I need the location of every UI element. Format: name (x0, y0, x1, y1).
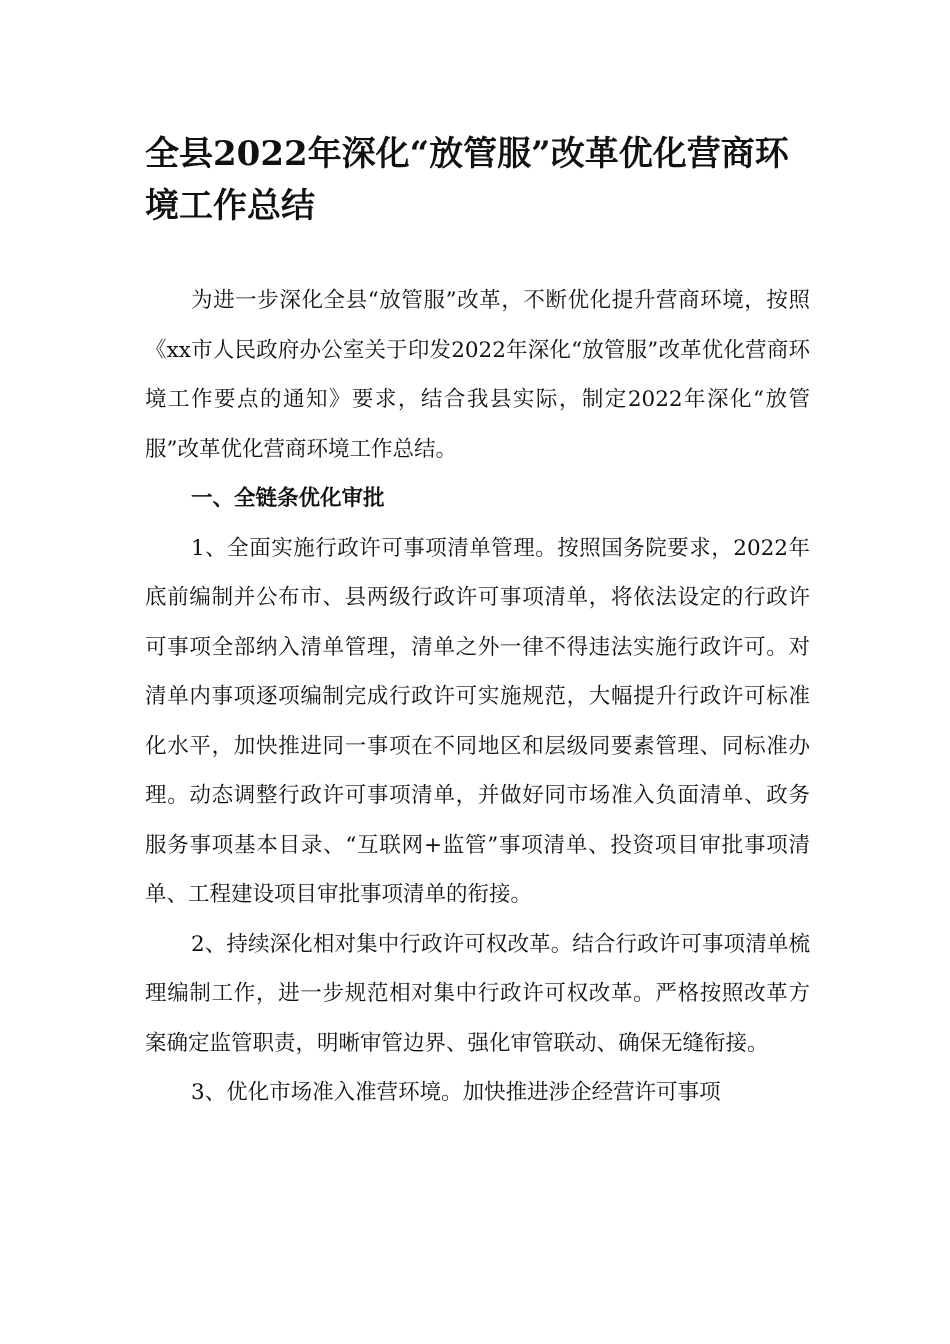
intro-paragraph: 为进一步深化全县“放管服”改革，不断优化提升营商环境，按照《xx市人民政府办公室关于印发2022年深化“放管服”改革优化营商环境工作要点的通知》要求，结合我县实际，制定2022年深化“放管服”改革优化营商环境工作总结。 (145, 288, 810, 462)
item-paragraph-1: 1、全面实施行政许可事项清单管理。按照国务院要求，2022年底前编制并公布市、县两级行政许可事项清单，将依法设定的行政许可事项全部纳入清单管理，清单之外一律不得违法实施行政许可。对清单内事项逐项编制完成行政许可实施规范，大幅提升行政许可标准化水平，加快推进同一事项在不同地区和层级同要素管理、同标准办理。动态调整行政许可事项清单，并做好同市场准入负面清单、政务服务事项基本目录、“互联网+监管”事项清单、投资项目审批事项清单、工程建设项目审批事项清单的衔接。 (145, 535, 810, 907)
item-paragraph-3: 3、优化市场准入准营环境。加快推进涉企经营许可事项 (191, 1080, 721, 1105)
item-paragraph-2: 2、持续深化相对集中行政许可权改革。结合行政许可事项清单梳理编制工作，进一步规范相对集中行政许可权改革。严格按照改革方案确定监管职责，明晰审管边界、强化审管联动、确保无缝衔接。 (145, 931, 810, 1056)
document-body (145, 276, 810, 1118)
section-heading: 一、全链条优化审批 (191, 486, 385, 511)
document-title: 全县2022年深化“放管服”改革优化营商环境工作总结 (145, 134, 789, 226)
